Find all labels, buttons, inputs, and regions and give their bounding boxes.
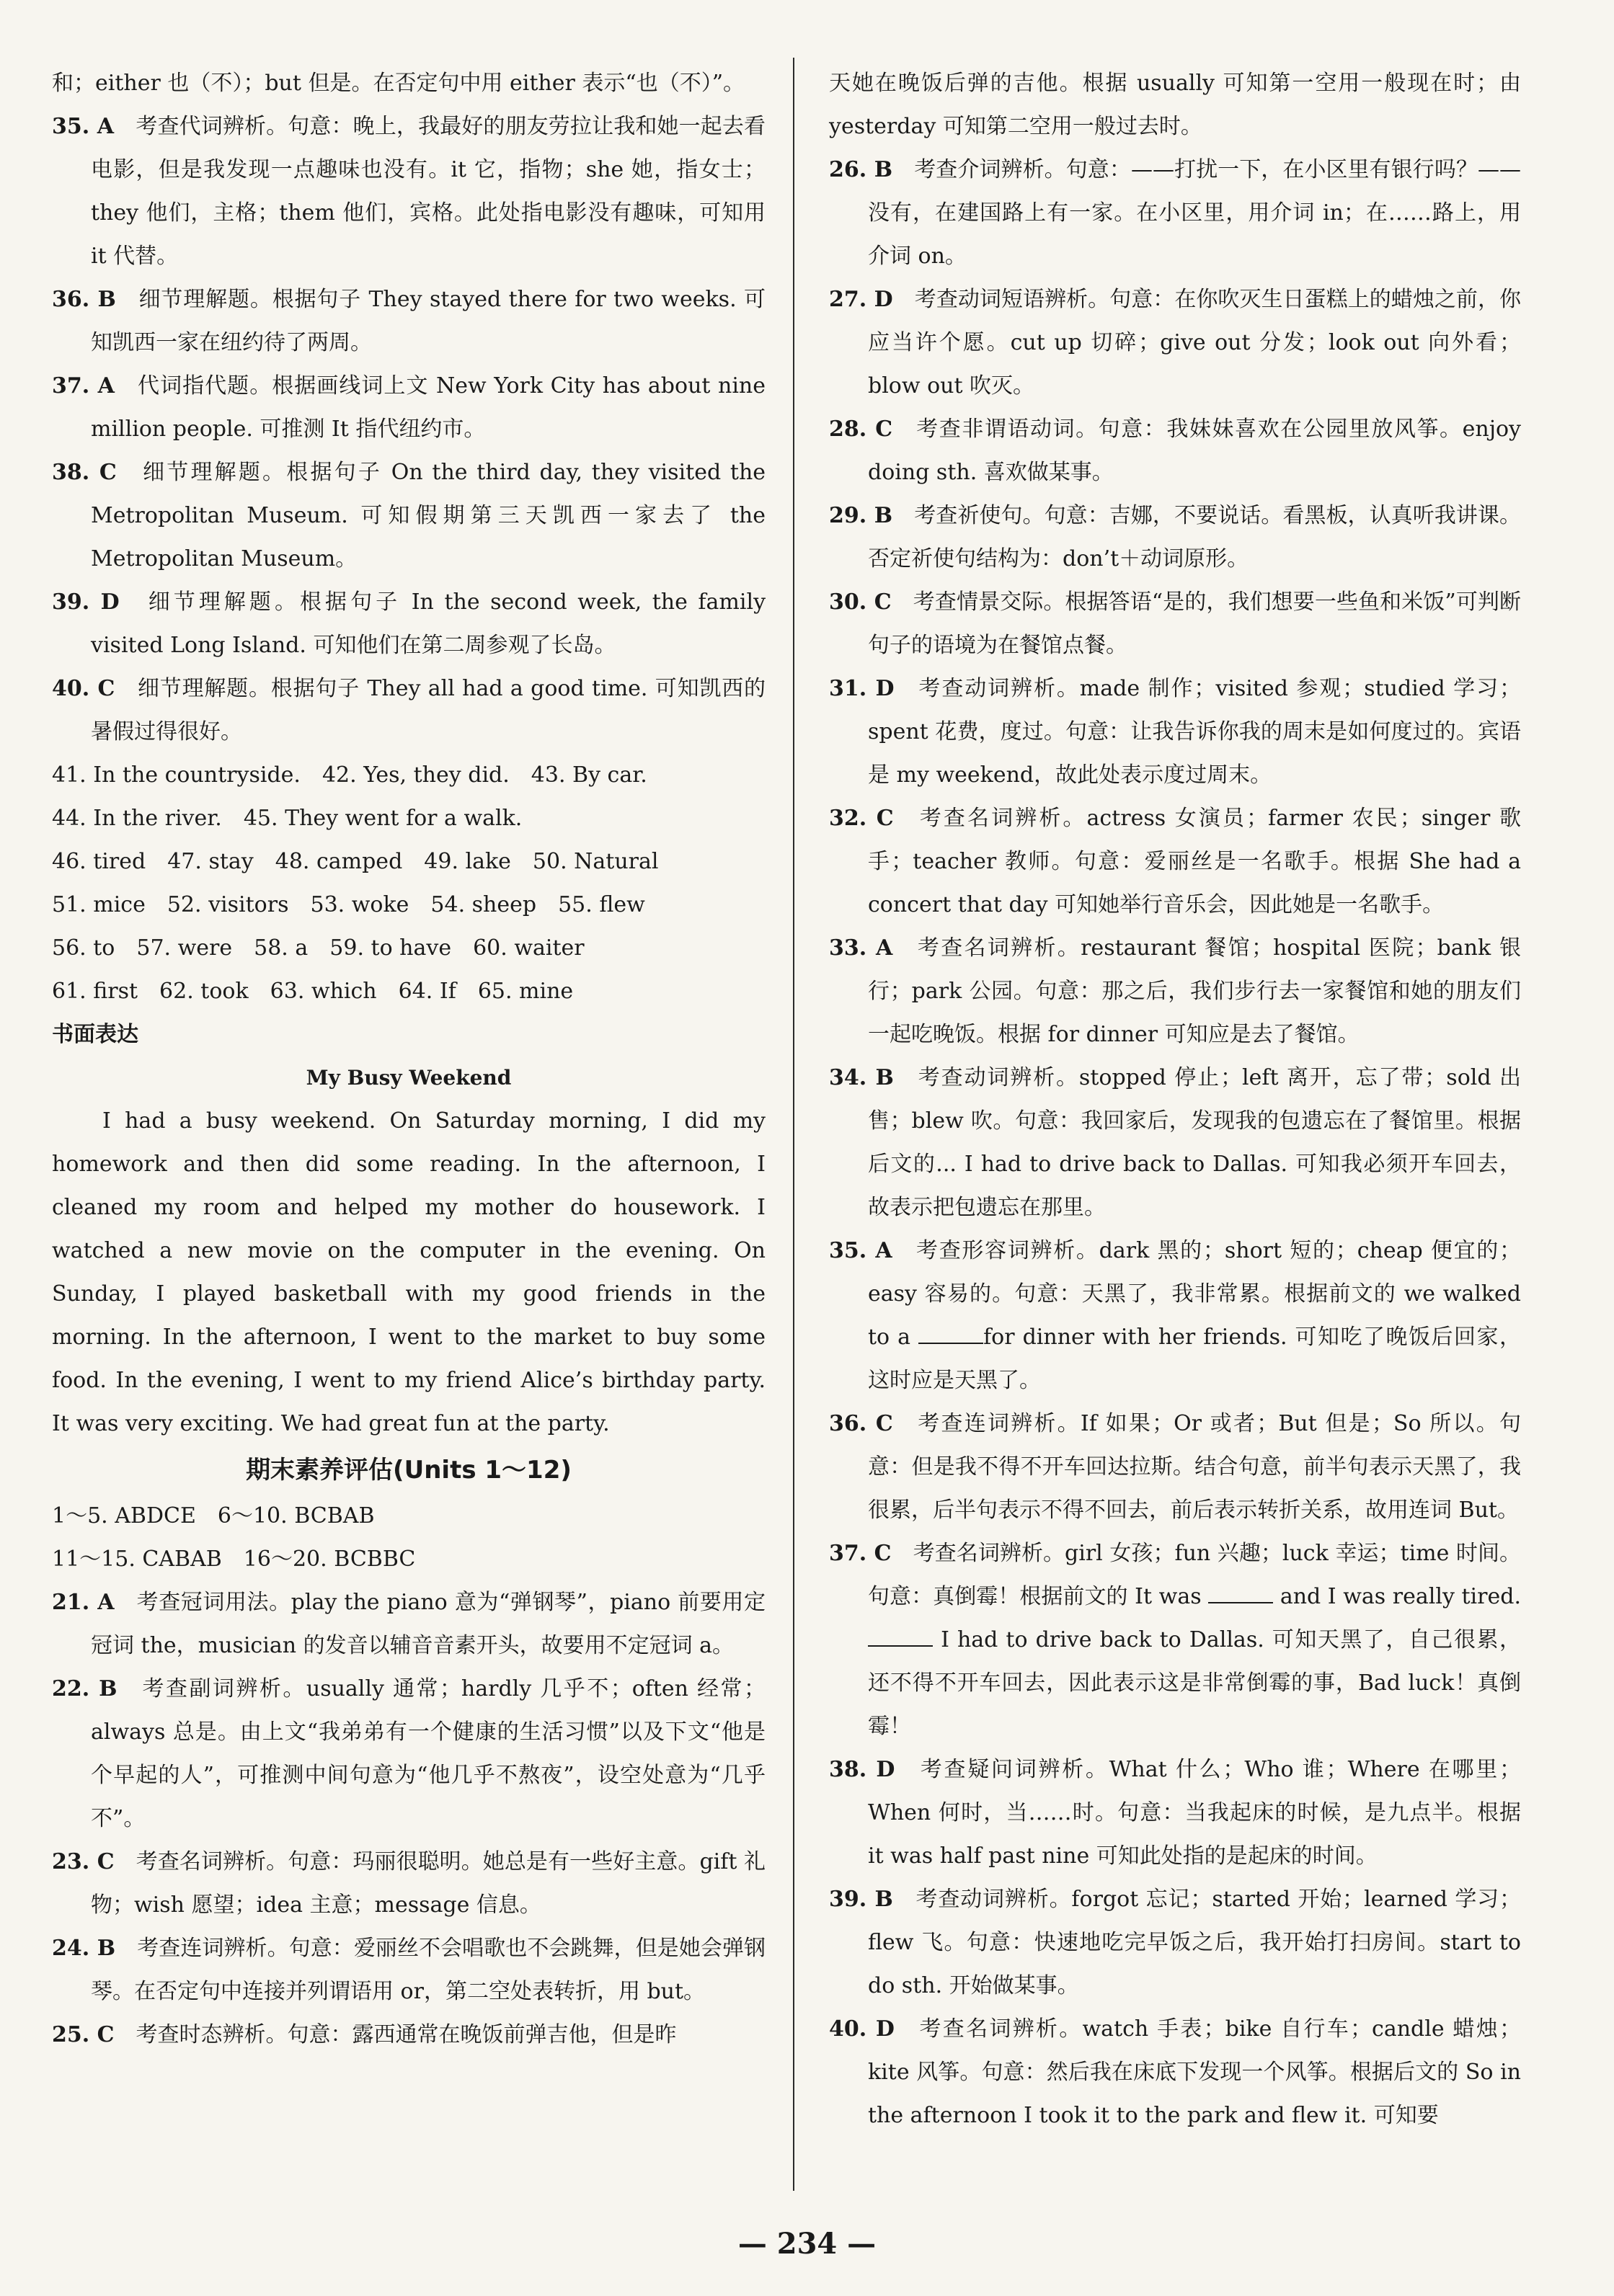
answer-number: 37. A [52,373,115,399]
answer-32 [829,797,1521,927]
answer-number: 35. A [829,1238,892,1263]
column-divider [793,58,794,2191]
key-1-10: 1～5. ABDCE 6～10. BCBAB [52,1503,375,1529]
answer-number: 23. C [52,1849,115,1874]
answer-40 [52,667,766,754]
answer-explanation: 考查非谓语动词。句意：我妹妹喜欢在公园里放风筝。enjoy doing sth. 喜欢做某事。 [868,417,1522,485]
answer-number: 39. D [52,589,120,615]
answer-explanation: 考查介词辨析。句意：——打扰一下，在小区里有银行吗？——没有，在建国路上有一家。在小区里，用介词 in；在……路上，用介词 on。 [868,157,1522,269]
short-answers-61-65: 61. first 62. took 63. which 64. If 65. mine [52,979,574,1004]
answer-explanation: 考查名词辨析。actress 女演员；farmer 农民；singer 歌手；teacher 教师。句意：爱丽丝是一名歌手。根据 She had a concert that day 可知她举行音乐会，因此她是一名歌手。 [868,806,1522,917]
answer-number: 31. D [829,676,895,701]
answer-29 [829,494,1521,581]
answer-explanation: 考查副词辨析。usually 通常；hardly 几乎不；often 经常；always 总是。由上文“我弟弟有一个健康的生活习惯”以及下文“他是个早起的人”，可推测中间句意为“他几乎不熬夜”，设空处意为“几乎不”。 [91,1676,766,1831]
continued-text: 天她在晚饭后弹的吉他。根据 usually 可知第一空用一般现在时；由 yesterday 可知第二空用一般过去时。 [829,71,1521,139]
answer-30 [829,581,1521,667]
answer-number: 37. C [829,1541,892,1566]
answer-28 [829,408,1521,494]
short-answers-44-45: 44. In the river. 45. They went for a walk. [52,806,523,831]
answer-explanation: 考查名词辨析。restaurant 餐馆；hospital 医院；bank 银行；park 公园。句意：那之后，我们步行去一家餐馆和她的朋友们一起吃晚饭。根据 for dinner 可知应是去了餐馆。 [868,935,1521,1047]
answer-explanation-cont: for dinner with her friends. 可知吃了晚饭后回家，这时应是天黑了。 [868,1325,1521,1393]
answer-explanation: 考查动词辨析。stopped 停止；left 离开，忘了带；sold 出售；blew 吹。句意：我回家后，发现我的包遗忘在了餐馆里。根据后文的... I had to drive back to Dallas. 可知我必须开车回去，故表示把包遗忘在那里。 [868,1065,1521,1220]
answer-number: 27. D [829,287,893,312]
answer-explanation: 考查代词辨析。句意：晚上，我最好的朋友劳拉让我和她一起去看电影，但是我发现一点趣味也没有。it 它，指物；she 她，指女士；they 他们，主格；them 他们，宾格。此处指电影没有趣味，可知用 it 代替。 [91,114,766,269]
essay-title: My Busy Weekend [306,1066,512,1090]
answer-number: 40. C [52,676,115,701]
answer-number: 30. C [829,589,892,615]
answer-39 [52,581,766,667]
short-answers-51-55: 51. mice 52. visitors 53. woke 54. sheep 55. flew [52,892,645,917]
answer-number: 36. B [52,287,116,312]
answer-38 [52,451,766,581]
answer-34 [829,1056,1521,1229]
essay-body: I had a busy weekend. On Saturday morning, I did my homework and then did some reading. In the afternoon, I cleaned my room and helped my mother do housework. I watched a new movie on the computer in the evening. On Sunday, I played basketball with my good friends in the morning. In the afternoon, I went to the market to buy some food. In the evening, I went to my friend Alice’s birthday party. It was very exciting. We had great fun at the party. [52,1108,766,1436]
answer-22 [52,1668,766,1841]
answer-explanation: 细节理解题。根据句子 They all had a good time. 可知凯西的暑假过得很好。 [91,676,766,744]
answer-21 [52,1581,766,1668]
answer-explanation: 考查动词辨析。made 制作；visited 参观；studied 学习；spent 花费，度过。句意：让我告诉你我的周末是如何度过的。宾语是 my weekend，故此处表示度过周末。 [868,676,1521,788]
answer-number: 29. B [829,503,893,528]
answer-explanation: 考查连词辨析。句意：爱丽丝不会唱歌也不会跳舞，但是她会弹钢琴。在否定句中连接并列谓语用 or，第二空处表转折，用 but。 [91,1936,766,2004]
answer-number: 36. C [829,1411,893,1436]
short-answers-41-43: 41. In the countryside. 42. Yes, they did. 43. By car. [52,762,647,788]
answer-37 [52,365,766,451]
left-column [52,62,766,2057]
fill-blank [918,1324,983,1344]
answer-explanation: 考查祈使句。句意：吉娜，不要说话。看黑板，认真听我讲课。否定祈使句结构为：don’t＋动词原形。 [868,503,1522,571]
answer-number: 32. C [829,806,894,831]
answer-explanation: 考查名词辨析。watch 手表；bike 自行车；candle 蜡烛；kite 风筝。句意：然后我在床底下发现一个风筝。根据后文的 So in the afternoon I took it to the park and flew it. 可知要 [868,2016,1521,2128]
answer-number: 38. D [829,1757,895,1782]
answer-explanation: 考查情景交际。根据答语“是的，我们想要一些鱼和米饭”可判断句子的语境为在餐馆点餐。 [868,589,1521,658]
answer-number: 33. A [829,935,893,961]
section-heading-writing: 书面表达 [52,1022,138,1047]
answer-number: 35. A [52,114,115,139]
answer-number: 21. A [52,1590,115,1615]
page-number: — 234 — [737,2227,877,2261]
answer-explanation: 考查疑问词辨析。What 什么；Who 谁；Where 在哪里；When 何时，当……时。句意：当我起床的时候，是九点半。根据 it was half past nine 可知此处指的是起床的时间。 [868,1757,1522,1869]
answer-37-right [829,1532,1521,1748]
answer-31 [829,667,1521,797]
answer-explanation: 细节理解题。根据句子 On the third day, they visited the Metropolitan Museum. 可知假期第三天凯西一家去了 the Metropolitan Museum。 [91,460,766,571]
right-column [829,62,1521,2137]
answer-38-right [829,1748,1521,1878]
continued-text: 和；either 也（不）；but 但是。在否定句中用 either 表示“也（不）”。 [52,71,745,96]
answer-explanation: 细节理解题。根据句子 They stayed there for two weeks. 可知凯西一家在纽约待了两周。 [91,287,766,355]
answer-number: 28. C [829,417,893,442]
answer-35-right [829,1229,1521,1402]
exam-title: 期末素养评估(Units 1～12) [246,1456,572,1485]
answer-number: 25. C [52,2022,115,2047]
answer-explanation: 考查动词短语辨析。句意：在你吹灭生日蛋糕上的蜡烛之前，你应当许个愿。cut up 切碎；give out 分发；look out 向外看；blow out 吹灭。 [868,287,1522,399]
answer-number: 26. B [829,157,893,182]
answer-number: 40. D [829,2016,895,2042]
answer-40-right [829,2008,1521,2137]
answer-number: 34. B [829,1065,894,1090]
answer-explanation: 考查名词辨析。句意：玛丽很聪明。她总是有一些好主意。gift 礼物；wish 愿望；idea 主意；message 信息。 [91,1849,766,1918]
fill-blank [868,1627,933,1647]
answer-25 [52,2014,766,2057]
answer-explanation-cont: and I was really tired. [1280,1584,1521,1609]
fill-blank [1208,1583,1273,1603]
answer-explanation: 考查冠词用法。play the piano 意为“弹钢琴”，piano 前要用定冠词 the，musician 的发音以辅音音素开头，故要用不定冠词 a。 [91,1590,766,1658]
answer-27 [829,278,1521,408]
answer-35 [52,105,766,278]
answer-36 [52,278,766,365]
short-answers-56-60: 56. to 57. were 58. a 59. to have 60. waiter [52,935,585,961]
answer-23 [52,1841,766,1927]
answer-explanation: 代词指代题。根据画线词上文 New York City has about nine million people. 可推测 It 指代纽约市。 [91,373,766,442]
answer-36-right [829,1402,1521,1532]
answer-explanation: 考查连词辨析。If 如果；Or 或者；But 但是；So 所以。句意：但是我不得不开车回达拉斯。结合句意，前半句表示天黑了，我很累，后半句表示不得不回去，前后表示转折关系，故用连词 But。 [868,1411,1522,1523]
key-11-20: 11～15. CABAB 16～20. BCBBC [52,1547,416,1572]
answer-24 [52,1927,766,2014]
answer-39-right [829,1878,1521,2008]
short-answers-46-50: 46. tired 47. stay 48. camped 49. lake 50. Natural [52,849,659,874]
answer-explanation: 考查名词辨析。girl 女孩；fun 兴趣；luck 幸运；time 时间。句意：真倒霉！根据前文的 It was [868,1541,1522,1609]
answer-26 [829,148,1521,278]
answer-explanation: 考查动词辨析。forgot 忘记；started 开始；learned 学习；flew 飞。句意：快速地吃完早饭之后，我开始打扫房间。start to do sth. 开始做某事。 [868,1887,1521,1998]
answer-explanation: 考查形容词辨析。dark 黑的；short 短的；cheap 便宜的；easy 容易的。句意：天黑了，我非常累。根据前文的 we walked to a [868,1238,1522,1350]
answer-number: 24. B [52,1936,116,1961]
answer-number: 22. B [52,1676,117,1701]
answer-number: 38. C [52,460,117,485]
answer-explanation: 考查时态辨析。句意：露西通常在晚饭前弹吉他，但是昨 [136,2022,677,2047]
answer-33 [829,927,1521,1056]
answer-explanation: 细节理解题。根据句子 In the second week, the family visited Long Island. 可知他们在第二周参观了长岛。 [91,589,766,658]
answer-number: 39. B [829,1887,893,1912]
answer-explanation-cont: I had to drive back to Dallas. 可知天黑了，自己很累，还不得不开车回去，因此表示这是非常倒霉的事，Bad luck！真倒霉！ [868,1627,1521,1739]
